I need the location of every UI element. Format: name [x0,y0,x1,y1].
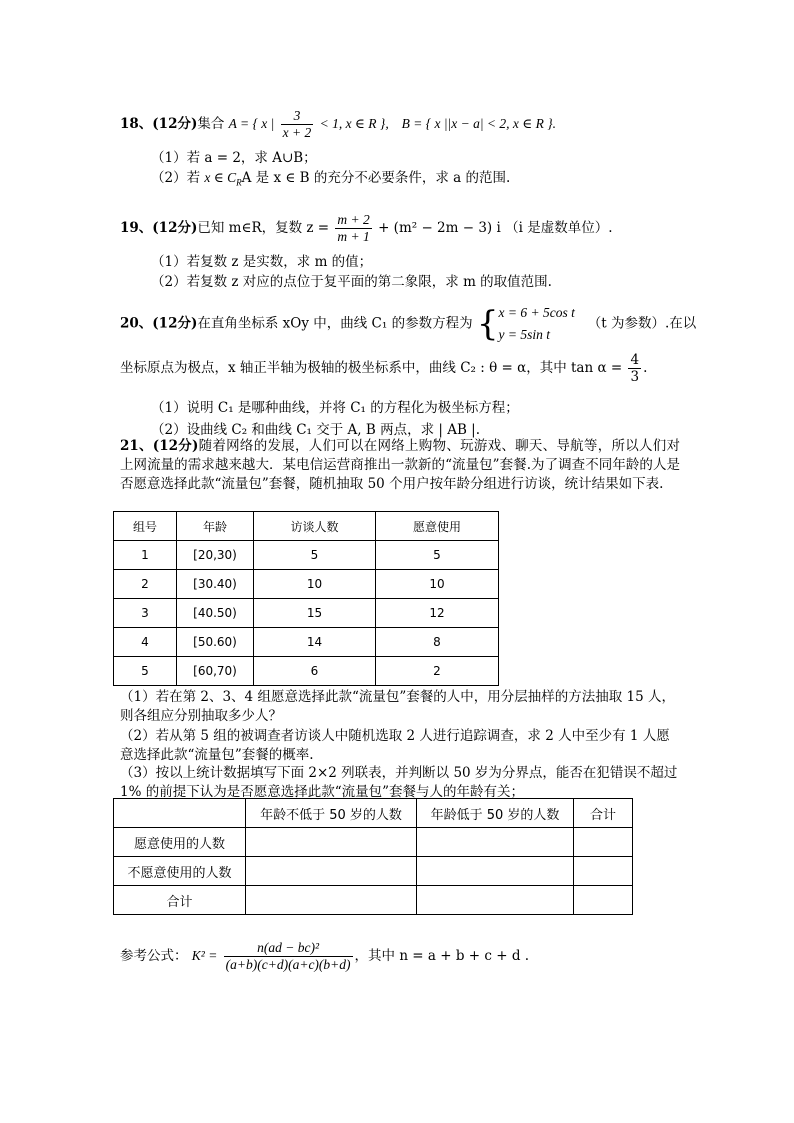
table-header-cell: 年龄低于 50 岁的人数 [417,799,574,828]
q19-stem [120,212,613,245]
table-cell [417,828,574,857]
table-cell: 4 [114,628,177,657]
table-header-cell: 访谈人数 [254,512,376,541]
q20-line2 [120,352,647,385]
table-row [114,541,499,570]
table-header-cell: 年龄不低于 50 岁的人数 [246,799,417,828]
q18-sub2 [151,166,510,188]
table-cell: [50.60) [177,628,254,657]
reference-formula [120,940,529,973]
q18-sub2-a: （2）若 [151,170,205,186]
q19-stem-b: + (m² − 2m − 3) i （i 是虚数单位）. [378,220,613,236]
q21-sub2: （2）若从第 5 组的被调查者访谈人中随机选取 2 人进行追踪调查，求 2 人中至少有 1 人愿意选择此款“流量包”套餐的概率. [120,728,670,763]
q21-number: 21、(12分) [120,438,199,454]
table-row [114,657,499,686]
q18-frac-den: x + 2 [282,125,312,140]
table-cell [417,886,574,915]
table-cell [574,857,633,886]
table-cell: 15 [254,599,376,628]
table-cell: 10 [254,570,376,599]
table-cell: [60,70) [177,657,254,686]
formula-lhs: K² = [191,948,218,963]
table-cell: [30.40) [177,570,254,599]
q20-sub1: （1）说明 C₁ 是哪种曲线，并将 C₁ 的方程化为极坐标方程； [151,400,519,416]
q20-stem [120,302,696,346]
table-cell: 5 [376,541,499,570]
q18-sub2-math: x ∈ C [204,170,237,185]
q20-system [477,302,575,346]
q20-fraction [628,352,641,385]
table-row [114,599,499,628]
table-header-cell [114,799,246,828]
table-cell [574,886,633,915]
table-header-row [114,799,633,828]
table-cell: [40.50) [177,599,254,628]
q20-number: 20、(12分) [120,315,198,332]
q18-setA-right: < 1, x ∈ R }, [319,116,389,131]
table-cell: 8 [376,628,499,657]
table-cell: 14 [254,628,376,657]
q19-frac-den: m + 1 [337,229,370,244]
table-row-label: 不愿意使用的人数 [114,857,246,886]
q19-stem-a: 已知 m∈R，复数 z = [197,220,330,236]
table-cell [574,828,633,857]
q18-stem [120,108,556,141]
q18-sub2-b: A 是 x ∈ B 的充分不必要条件，求 a 的范围. [241,170,511,186]
table-row [114,828,633,857]
table-row [114,628,499,657]
q20-frac-num: 4 [630,352,640,368]
q19-sub1: （1）若复数 z 是实数，求 m 的值； [151,254,373,270]
formula-label: 参考公式： [120,948,188,964]
q21-stem-text: 随着网络的发展，人们可以在网络上购物、玩游戏、聊天、导航等，所以人们对上网流量的需求越来越大．某电信运营商推出一款新的“流量包”套餐.为了调查不同年龄的人是否愿意选择此款“流量包”套餐，随机抽取 50 个用户按年龄分组进行访谈，统计结果如下表. [120,438,680,492]
q20-line2-b: . [643,360,648,376]
table-header-cell: 年龄 [177,512,254,541]
formula-fraction [224,940,353,973]
table-cell: 1 [114,541,177,570]
table-row [114,857,633,886]
q18-sub2-sub: R [236,177,242,188]
q21-stem [120,437,680,494]
q21-sub3: （3）按以上统计数据填写下面 2×2 列联表，并判断以 50 岁为分界点，能否在犯错误不超过 1% 的前提下认为是否愿意选择此款“流量包”套餐与人的年龄有关； [120,765,678,800]
q21-contingency-table [113,798,633,915]
q18-fraction [281,108,314,141]
q21-sub1: （1）若在第 2、3、4 组愿意选择此款“流量包”套餐的人中，用分层抽样的方法抽取 15 人，则各组应分别抽取多少人？ [120,689,676,724]
table-cell [246,828,417,857]
table-cell: 2 [114,570,177,599]
table-cell: 10 [376,570,499,599]
table-row-label: 愿意使用的人数 [114,828,246,857]
table-cell: 2 [376,657,499,686]
table-row-label: 合计 [114,886,246,915]
q18-frac-num: 3 [293,108,301,123]
q18-number: 18、(12分) [120,116,198,132]
q18-prefix: 集合 [197,116,225,132]
q20-brace-icon: { [476,304,499,344]
formula-den: (a+b)(c+d)(a+c)(b+d) [225,957,351,972]
table-cell: 6 [254,657,376,686]
q20-eq2: y = 5sin t [498,327,550,342]
table-cell [246,857,417,886]
table-cell: 5 [254,541,376,570]
q20-stem-a: 在直角坐标系 xOy 中，曲线 C₁ 的参数方程为 [197,315,473,332]
table-cell: 5 [114,657,177,686]
table-row [114,570,499,599]
q20-sub2: （2）设曲线 C₂ 和曲线 C₁ 交于 A, B 两点，求 | AB |. [151,422,481,438]
q19-sub2: （2）若复数 z 对应的点位于复平面的第二象限，求 m 的取值范围. [151,274,552,290]
formula-tail: ，其中 n = a + b + c + d . [354,948,530,964]
table-header-cell: 愿意使用 [376,512,499,541]
table-cell: 3 [114,599,177,628]
table-row [114,886,633,915]
q19-fraction [335,212,371,245]
table-header-cell: 合计 [574,799,633,828]
table-cell: 12 [376,599,499,628]
q20-frac-den: 3 [630,369,640,385]
q18-sub1: （1）若 a = 2，求 A∪B； [151,150,317,166]
q18-setA-left: A = { x | [228,116,275,131]
table-cell [417,857,574,886]
table-cell [246,886,417,915]
table-header-row [114,512,499,541]
q20-line2-a: 坐标原点为极点，x 轴正半轴为极轴的极坐标系中，曲线 C₂ : θ = α，其中 tan α = [120,360,623,376]
q18-setB: B = { x ||x − a| < 2, x ∈ R }. [401,116,557,131]
q19-number: 19、(12分) [120,220,198,236]
q20-eq1: x = 6 + 5cos t [498,305,575,320]
table-cell: [20,30) [177,541,254,570]
q19-frac-num: m + 2 [337,212,370,227]
q20-stem-b: （t 为参数）.在以 [587,315,697,332]
formula-num: n(ad − bc)² [257,940,320,955]
q21-age-table [113,511,499,686]
table-header-cell: 组号 [114,512,177,541]
